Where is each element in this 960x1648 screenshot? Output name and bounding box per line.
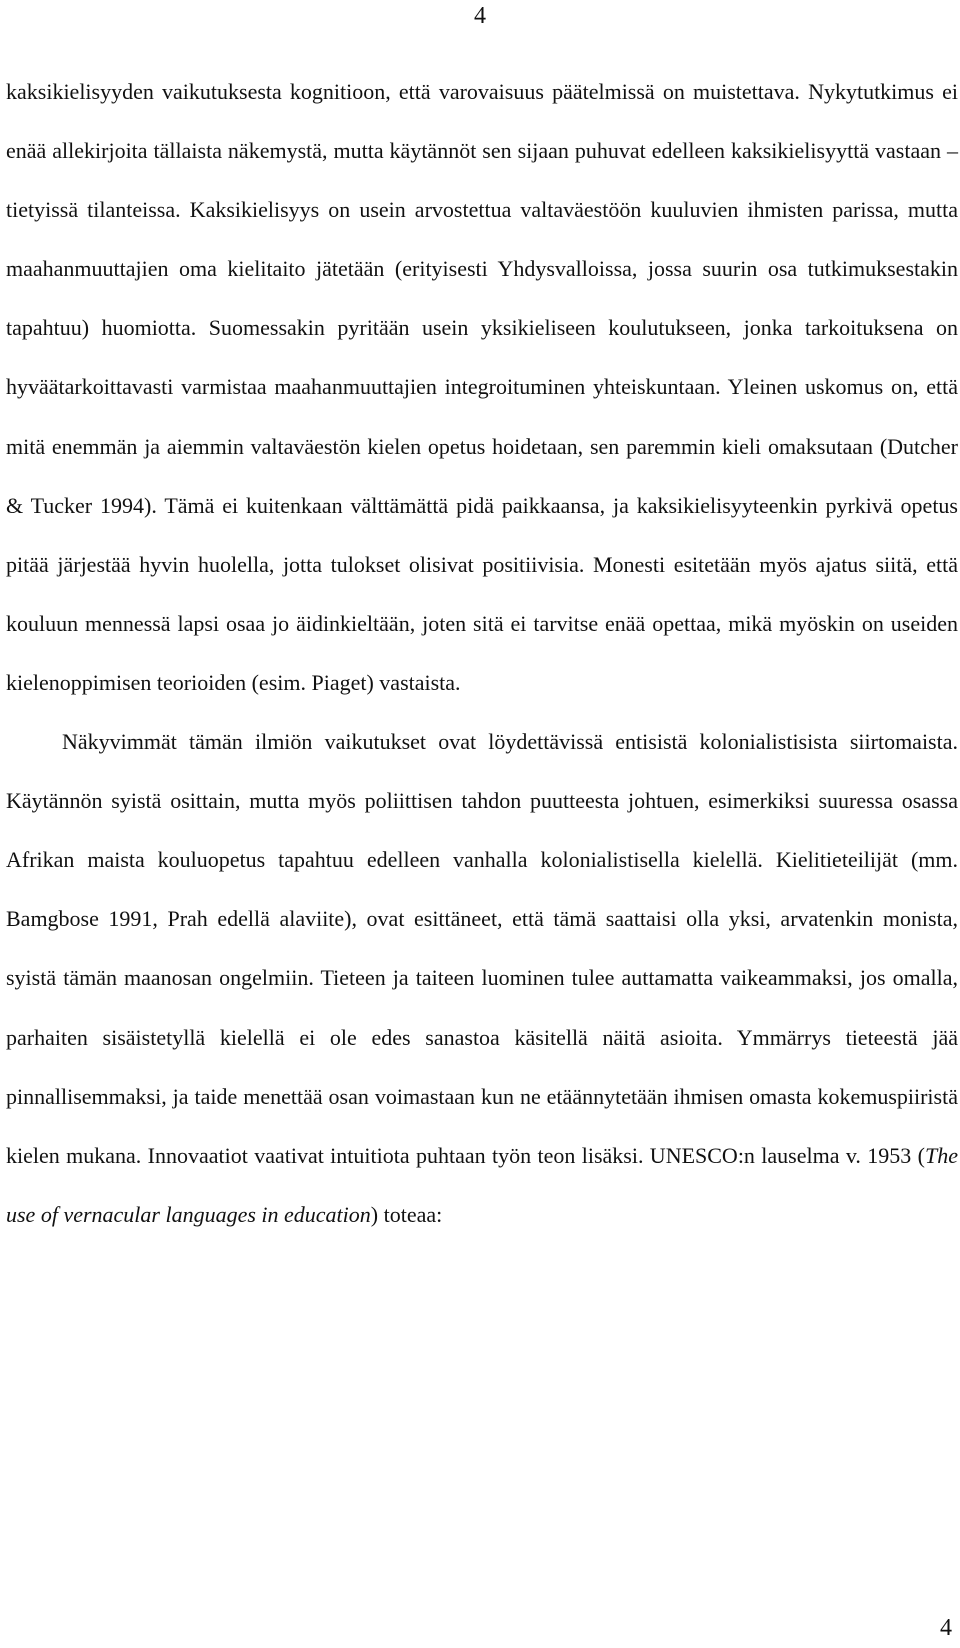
paragraph-2 xyxy=(6,712,958,1244)
paragraph-2-text: Näkyvimmät tämän ilmiön vaikutukset ovat löydettävissä entisistä kolonialistisista siirtomaista. Käytännön syistä osittain, mutta myös poliittisen tahdon puutteesta johtuen, esimerkiksi suuressa osassa Afrikan maista kouluopetus tapahtuu edelleen vanhalla kolonialistisella kielellä. Kielitieteilijät (mm. Bamgbose 1991, Prah edellä alaviite), ovat esittäneet, että tämä saattaisi olla yksi, arvatenkin monista, syistä tämän maanosan ongelmiin. Tieteen ja taiteen luominen tulee auttamatta vaikeammaksi, jos omalla, parhaiten sisäistetyllä kielellä ei ole edes sanastoa käsitellä näitä asioita. Ymmärrys tieteestä jää pinnallisemmaksi, ja taide menettää osan voimastaan kun ne etäännytetään ihmisen omasta kokemuspiiristä kielen mukana. Innovaatiot vaativat intuitiota puhtaan työn teon lisäksi. UNESCO:n lauselma v. 1953 ( xyxy=(6,729,958,1168)
body-text xyxy=(6,62,958,1244)
document-title-italic: The use of vernacular languages in education xyxy=(6,1142,958,1227)
page-number-bottom: 4 xyxy=(940,1615,952,1641)
paragraph-1: kaksikielisyyden vaikutuksesta kognitioon, että varovaisuus päätelmissä on muistettava. Nykytutkimus ei enää allekirjoita tällaista näkemystä, mutta käytännöt sen sijaan puhuvat edelleen kaksikielisyyttä vastaan –tietyissä tilanteissa. Kaksikielisyys on usein arvostettua valtaväestöön kuuluvien ihmisten parissa, mutta maahanmuuttajien oma kielitaito jätetään (erityisesti Yhdysvalloissa, jossa suurin osa tutkimuksestakin tapahtuu) huomiotta. Suomessakin pyritään usein yksikieliseen koulutukseen, jonka tarkoituksena on hyväätarkoittavasti varmistaa maahanmuuttajien integroituminen yhteiskuntaan. Yleinen uskomus on, että mitä enemmän ja aiemmin valtaväestön kielen opetus hoidetaan, sen paremmin kieli omaksutaan (Dutcher & Tucker 1994). Tämä ei kuitenkaan välttämättä pidä paikkaansa, ja kaksikielisyyteenkin pyrkivä opetus pitää järjestää hyvin huolella, jotta tulokset olisivat positiivisia. Monesti esitetään myös ajatus siitä, että kouluun mennessä lapsi osaa jo äidinkieltään, joten sitä ei tarvitse enää opettaa, mikä myöskin on useiden kielenoppimisen teorioiden (esim. Piaget) vastaista. xyxy=(6,79,958,695)
page-number-top: 4 xyxy=(474,3,486,29)
paragraph-2-ending: ) toteaa: xyxy=(370,1201,443,1227)
